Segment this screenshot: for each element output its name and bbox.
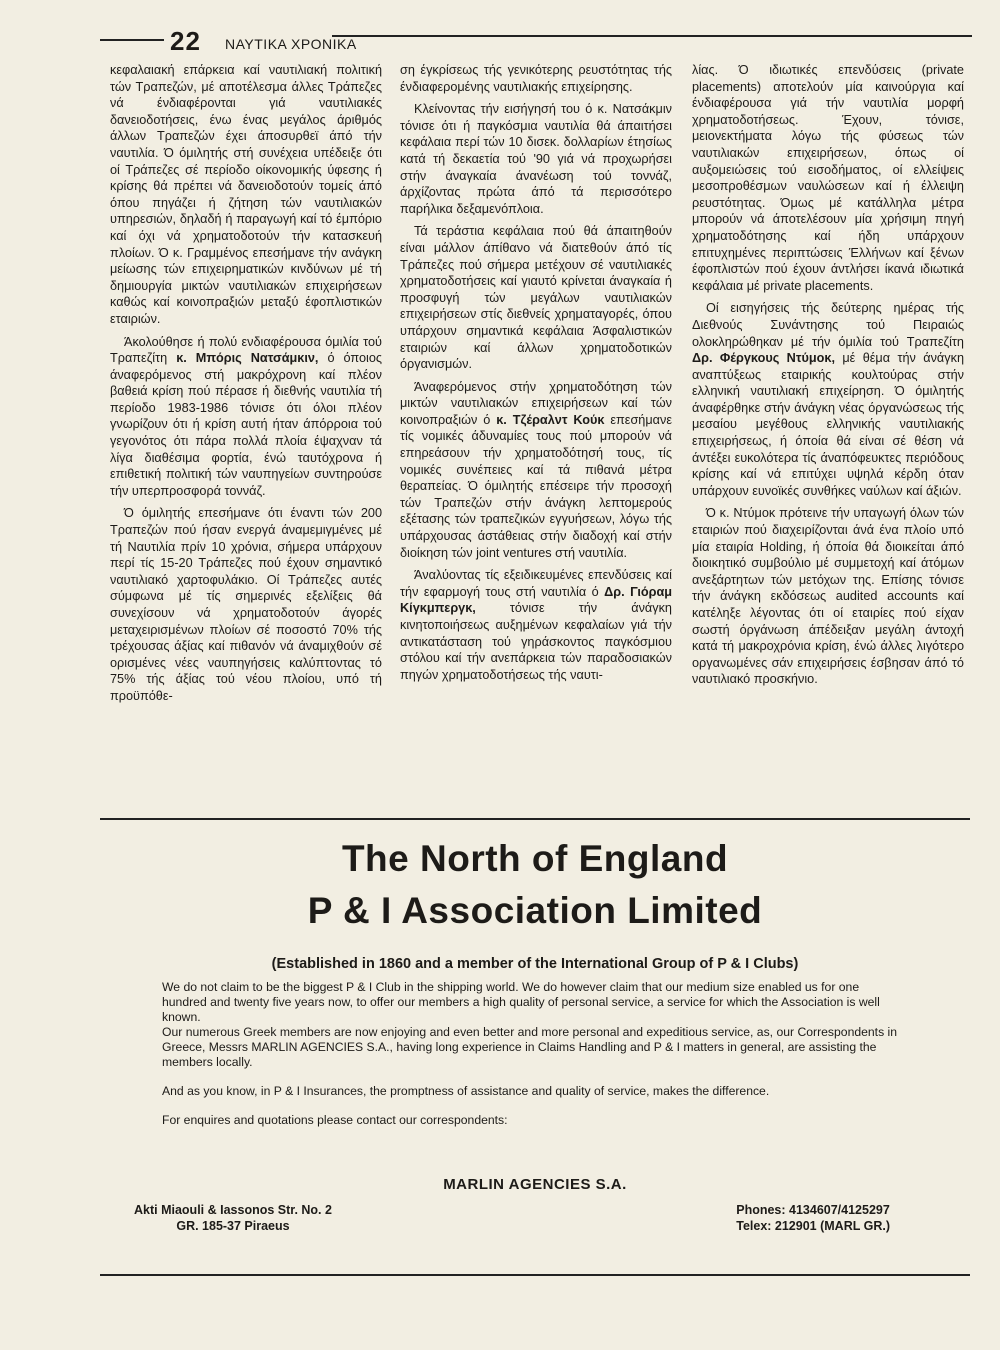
speaker-name: Δρ. Γιόραμ Κίγκμπεργκ,: [400, 584, 673, 616]
ad-paragraph: We do not claim to be the biggest P & I Club in the shipping world. We do however claim that our medium size enabled us for one hundred and twenty five years now, to offer our members a high quality of personal service, a service for which the Association is well known.: [162, 980, 880, 1024]
article-body: [110, 62, 968, 802]
text-run: τόνισε τήν άνάγκη κινητοποιήσεως αυξημένων κεφαλαίων γιά τήν αντικατάσταση τού γηράσκοντος παγκόσμιου στόλου καί τήν ανεπάρκεια τών παραδοσιακών πηγών χρηματοδοτήσεως τής ναυτι-: [400, 601, 672, 682]
text-run: Άναφερόμενος στήν χρηματοδότηση τών μικτών ναυτιλιακών επιχειρήσεων καί τών κοινοπραξιών ό: [400, 379, 672, 427]
paragraph: ση έγκρίσεως τής γενικότερης ρευστότητας τής ένδιαφερομένης ναυτιλιακής επιχείρησης.: [400, 63, 672, 94]
paragraph: Ό όμιλητής επεσήμανε ότι έναντι τών 200 Τραπεζών πού ήσαν ενεργά άναμεμιγμένες μέ τή Ναυτιλία πρίν 10 χρόνια, σήμερα υπάρχουν περί τίς 15-20 Τράπεζες πού έχουν σημαντικό ναυτιλιακό χαρτοφυλάκιο. Οί Τράπεζες αυτές σύμφωνα μέ τίς σημερινές εξελίξεις θά συνεχίσουν νά χρηματοδοτούν άγορές μεταχειρισμένων πλοίων σέ ποσοστό 70% τής τρέχουσας άξίας καί πιθανόν νά άναμιχθούν σέ ορισμένες νέες ναυπηγήσεις καλύπτοντας τό 75% τής άξίας τού νέου πλοίου, υπό τή προϋπόθε-: [110, 506, 382, 703]
address-line: GR. 185-37 Piraeus: [176, 1219, 290, 1233]
paragraph: κεφαλαιακή επάρκεια καί ναυτιλιακή πολιτική τών Τραπεζών, μέ αποτέλεσμα άλλες Τράπεζες νά ένδιαφέρονται γιά ναυτιλιακές δανειοδοτήσεις, ένω ένας μεγάλος άριθμός άλλων Τραπεζών έχει άποσυρθεϊ άπό τήν ναυτιλία. Ό όμιλητής στή συνέχεια υπέδειξε ότι οί Τράπεζες σέ περίοδο οίκονομικής ύφεσης ή κρίσης θά πρέπει νά δανειοδοτούν τομείς άπό όπου πηγάζει ή ζήτηση τών ναυτιλιακών υπηρεσιών, δηλαδή ή παραγωγή καί τό έμπόριο καί όχι νά χρηματοδοτούν τήν κατασκευή πλοίων. Ό κ. Γραμμένος επεσήμανε τήν ανάγκη μείωσης τών επιχειρηματικών κινδύνων μέ τή δημιουργία μικτών ναυτιλιακών επιχειρήσεων καθώς καί κοινοπραξιών μεταξύ έφοπλιστικών εταιριών.: [110, 63, 382, 326]
text-run: επεσήμανε τίς νομικές άδυναμίες τους πού μπορούν νά επηρεάσουν τήν χρηματοδότησή τους, τίς νομικές συνέπειες καί τά πιθανά μέτρα θεραπείας. Ό όμιλητής επέσειρε τήν προσοχή τών Τραπεζών στήν άνάγκη λεπτομερούς εξέτασης τών τραπεζικών εγγυήσεων, λόγω τής υπάρχουσας άστάθειας στήν διαδοχή καί στήν διοίκηση τών joint ventures στή ναυτιλία.: [400, 412, 672, 560]
ad-established-line: (Established in 1860 and a member of the International Group of P & I Clubs): [271, 956, 799, 972]
page-number: 22: [170, 26, 201, 56]
paragraph: Ό κ. Ντύμοκ πρότεινε τήν υπαγωγή όλων τών εταιριών πού διαχειρίζονται άνά ένα πλοίο υπό μία εταιρία Holding, ή όποία θά διοικείται άπό διοικητικό συμβούλιο μέ συμμετοχή καί άτόμων ανεξάρτητων τών μετόχων της. Επίσης τόνισε τήν άνάγκη εκδόσεως audited accounts καί κατέληξε λέγοντας ότι οί εταιρίες πού είχαν σωστή όργάνωση άπέδειξαν μεγάλη άντοχή κατά τή μακροχρόνια κρίση, ένώ άλλες λιγότερο οργανωμένες σάν επιχειρήσεις έσβησαν άπό τό ναυτιλιακό προσκήνιο.: [692, 506, 964, 687]
text-run: ό όποιος άναφερόμενος στή μακρόχρονη καί πλέον βαθειά κρίση πού πέρασε ή διεθνής ναυτιλία τή περίοδο 1983-1986 τόνισε ότι όλοι πλέον γνωρίζουν ότι ή κρίση αυτή ήταν άπόρροια τού γεγονότος ότι πάρα πολλά πλοία έψαχναν τά λίγα διαθέσιμα φορτία, ένώ ταυτόχρονα ή επιθετική πολιτική τών ναυπηγείων συντηρούσε τήν υπερπροσφορά τοννάζ.: [110, 351, 382, 498]
paragraph: [110, 334, 382, 500]
paragraph: [400, 567, 672, 683]
article-column-3: [692, 62, 964, 694]
publication-name: ΝΑΥΤΙΚΑ ΧΡΟΝΙΚΑ: [225, 36, 357, 52]
agency-contacts: [736, 1202, 890, 1234]
agency-name: MARLIN AGENCIES S.A.: [443, 1176, 627, 1193]
phone-numbers: Phones: 4134607/4125297: [736, 1203, 890, 1217]
article-column-1: [110, 62, 382, 711]
section-divider: [100, 818, 970, 820]
text-run: Οί εισηγήσεις τής δεύτερης ημέρας τής Διεθνούς Συνάντησης τού Πειραιώς ολοκληρώθηκαν μέ τήν όμιλία τού Τραπεζίτη: [692, 301, 964, 349]
page-header: [100, 26, 972, 56]
ad-body: [162, 980, 904, 1128]
address-line: Akti Miaouli & Iassonos Str. No. 2: [134, 1203, 332, 1217]
ad-paragraph: For enquires and quotations please contact our correspondents:: [162, 1113, 508, 1127]
speaker-name: κ. Τζέραλντ Κούκ: [496, 412, 605, 427]
ad-paragraph: Our numerous Greek members are now enjoying and even better and more personal and expeditious service, as, our Correspondents in Greece, Messrs MARLIN AGENCIES S.A., having long experience in Claims Handling and P & I matters in general, are assisting the members locally.: [162, 1025, 898, 1069]
speaker-name: κ. Μπόρις Νατσάμκιν,: [176, 351, 319, 366]
ad-title-line-2: P & I Association Limited: [307, 890, 763, 931]
ad-paragraph: And as you know, in P & I Insurances, the promptness of assistance and quality of service, makes the difference.: [162, 1084, 770, 1098]
text-run: Άναλύοντας τίς εξειδικευμένες επενδύσεις καί τήν εφαρμογή τους στή ναυτιλία ό: [400, 568, 672, 599]
header-rule-right: [332, 35, 972, 37]
header-rule-left: [100, 39, 164, 41]
paragraph: Τά τεράστια κεφάλαια πού θά άπαιτηθούν είναι μάλλον άπίθανο νά διατεθούν άπό τίς Τράπεζες πού σήμερα μετέχουν σέ ναυτιλιακές χρηματοδοτήσεις καί γιαυτό κρίνεται άναγκαία ή προσφυγή τών μεγάλων ναυτιλιακών επιχειρήσεων στίς διεθνείς χρηματαγορές, όπου υπάρχουν σημαντικά κεφάλαια Άσφαλιστικών εταιριών καί άλλων χρηματοδοτικών όργανισμών.: [400, 224, 672, 372]
paragraph: [400, 379, 672, 562]
paragraph: [692, 300, 964, 499]
ad-title-line-1: The North of England: [341, 838, 729, 879]
speaker-name: Δρ. Φέργκους Ντύμοκ,: [692, 351, 835, 366]
article-column-2: [400, 62, 672, 689]
text-run: Άκολούθησε ή πολύ ενδιαφέρουσα όμιλία τού Τραπεζίτη: [110, 334, 382, 366]
text-run: μέ θέμα τήν άνάγκη αναπτύξεως εταιρικής κουλτούρας στήν ελληνική ναυτιλιακή επιχείρηση. Ό όμιλητής άναφέρθηκε στήν άνάγκη νέας όργανώσεως τής μεσαίου μεγέθους ελληνικής ναυτιλιακής επιχειρήσεως, ή όποία θά είναι σέ θέση νά άντέξει ευκολότερα τίς άναπόφευκτες περιόδους κρίσης καί νά επιτύχει υψηλά κέρδη όταν υπάρχουν ευνοϊκές συνθήκες ναύλων καί άξιών.: [692, 351, 964, 498]
telex-number: Telex: 212901 (MARL GR.): [736, 1219, 890, 1233]
advertisement: [100, 830, 970, 1270]
agency-address: [134, 1202, 332, 1234]
paragraph: Κλείνοντας τήν εισήγησή του ό κ. Νατσάκμιν τόνισε ότι ή παγκόσμια ναυτιλία θά άπαιτήσει κεφάλαια περί τών 10 δισεκ. δολλαρίων έτησίως κατά τή δεκαετία τού '90 γιά νά προχωρήσει στήν άναγκαία άνανέωση τού τοννάζ, άρχίζοντας πρώτα άπό τά περισσότερο παρήλικα δεξαμενόπλοια.: [400, 102, 672, 216]
bottom-divider: [100, 1274, 970, 1276]
paragraph: λίας. Ό ιδιωτικές επενδύσεις (private placements) αποτελούν μία καινούργια καί ένδιαφέρουσα γιά τήν ναυτιλία μορφή χρηματοδοτήσεως. Έχουν, τόνισε, μειονεκτήματα λόγω τής φύσεως τών ναυτιλιακών επιχειρήσεων, όπως οί αυξομειώσεις τού εισοδήματος, οί ελλείψεις μεσοπροθέσμων ναυλώσεων καί ή έλλειψη ρευστότητας. Όμως μέ κατάλληλα μέτρα μπορούν νά άποτελέσουν μία χρήσιμη πηγή χρηματοδότησης καί ήδη υπάρχουν επιτυχημένες περιπτώσεις Έλλήνων καί ξένων έφοπλιστών πού έχουν άντλήσει ίκανά ιδιωτικά κεφάλαια μέ private placements.: [692, 63, 964, 293]
